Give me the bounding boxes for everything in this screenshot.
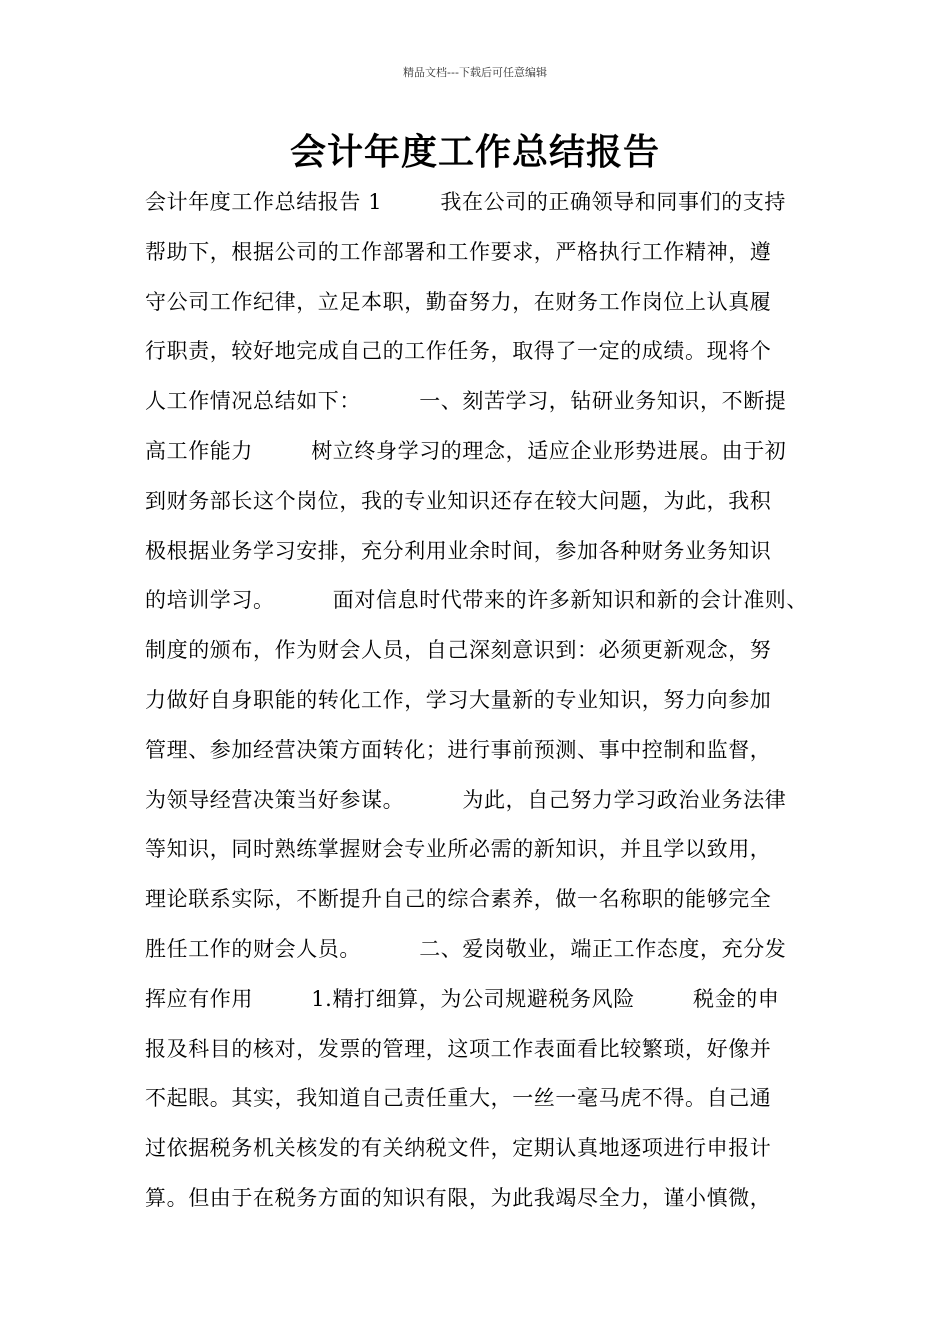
body-line: 到财务部长这个岗位，我的专业知识还存在较大问题，为此，我积 xyxy=(145,488,772,513)
body-line: 高工作能力 树立终身学习的理念，适应企业形势进展。由于初 xyxy=(145,438,787,463)
body-line: 过依据税务机关核发的有关纳税文件，定期认真地逐项进行申报计 xyxy=(145,1136,772,1161)
body-line: 管理、参加经营决策方面转化；进行事前预测、事中控制和监督， xyxy=(145,737,772,762)
body-line: 不起眼。其实，我知道自己责任重大，一丝一毫马虎不得。自己通 xyxy=(145,1086,772,1111)
body-line: 力做好自身职能的转化工作，学习大量新的专业知识，努力向参加 xyxy=(145,687,772,712)
body-line: 制度的颁布，作为财会人员，自己深刻意识到：必须更新观念，努 xyxy=(145,638,772,663)
body-line: 算。但由于在税务方面的知识有限，为此我竭尽全力，谨小慎微， xyxy=(145,1185,772,1210)
body-line: 会计年度工作总结报告 1 我在公司的正确领导和同事们的支持 xyxy=(145,190,787,214)
body-line: 胜任工作的财会人员。 二、爱岗敬业，端正工作态度，充分发 xyxy=(145,936,787,961)
header-note: 精品文档---下载后可任意编辑 xyxy=(403,66,547,79)
body-line: 人工作情况总结如下： 一、刻苦学习，钻研业务知识，不断提 xyxy=(145,389,787,414)
body-line: 帮助下，根据公司的工作部署和工作要求，严格执行工作精神，遵 xyxy=(145,239,772,264)
body-line: 行职责，较好地完成自己的工作任务，取得了一定的成绩。现将个 xyxy=(145,339,772,364)
document-title: 会计年度工作总结报告 xyxy=(289,132,660,173)
body-line: 守公司工作纪律，立足本职，勤奋努力，在财务工作岗位上认真履 xyxy=(145,289,772,314)
body-text xyxy=(145,178,825,1224)
body-line: 理论联系实际，不断提升自己的综合素养，做一名称职的能够完全 xyxy=(145,887,772,912)
body-line: 等知识，同时熟练掌握财会专业所必需的新知识，并且学以致用， xyxy=(145,837,772,862)
body-line: 为领导经营决策当好参谋。 为此，自己努力学习政治业务法律 xyxy=(145,787,787,812)
body-line: 极根据业务学习安排，充分利用业余时间，参加各种财务业务知识 xyxy=(145,538,772,563)
body-line: 的培训学习。 面对信息时代带来的许多新知识和新的会计准则、 xyxy=(145,588,808,613)
body-line: 挥应有作用 1.精打细算，为公司规避税务风险 税金的申 xyxy=(145,986,780,1011)
body-line: 报及科目的核对，发票的管理，这项工作表面看比较繁琐，好像并 xyxy=(145,1036,772,1061)
